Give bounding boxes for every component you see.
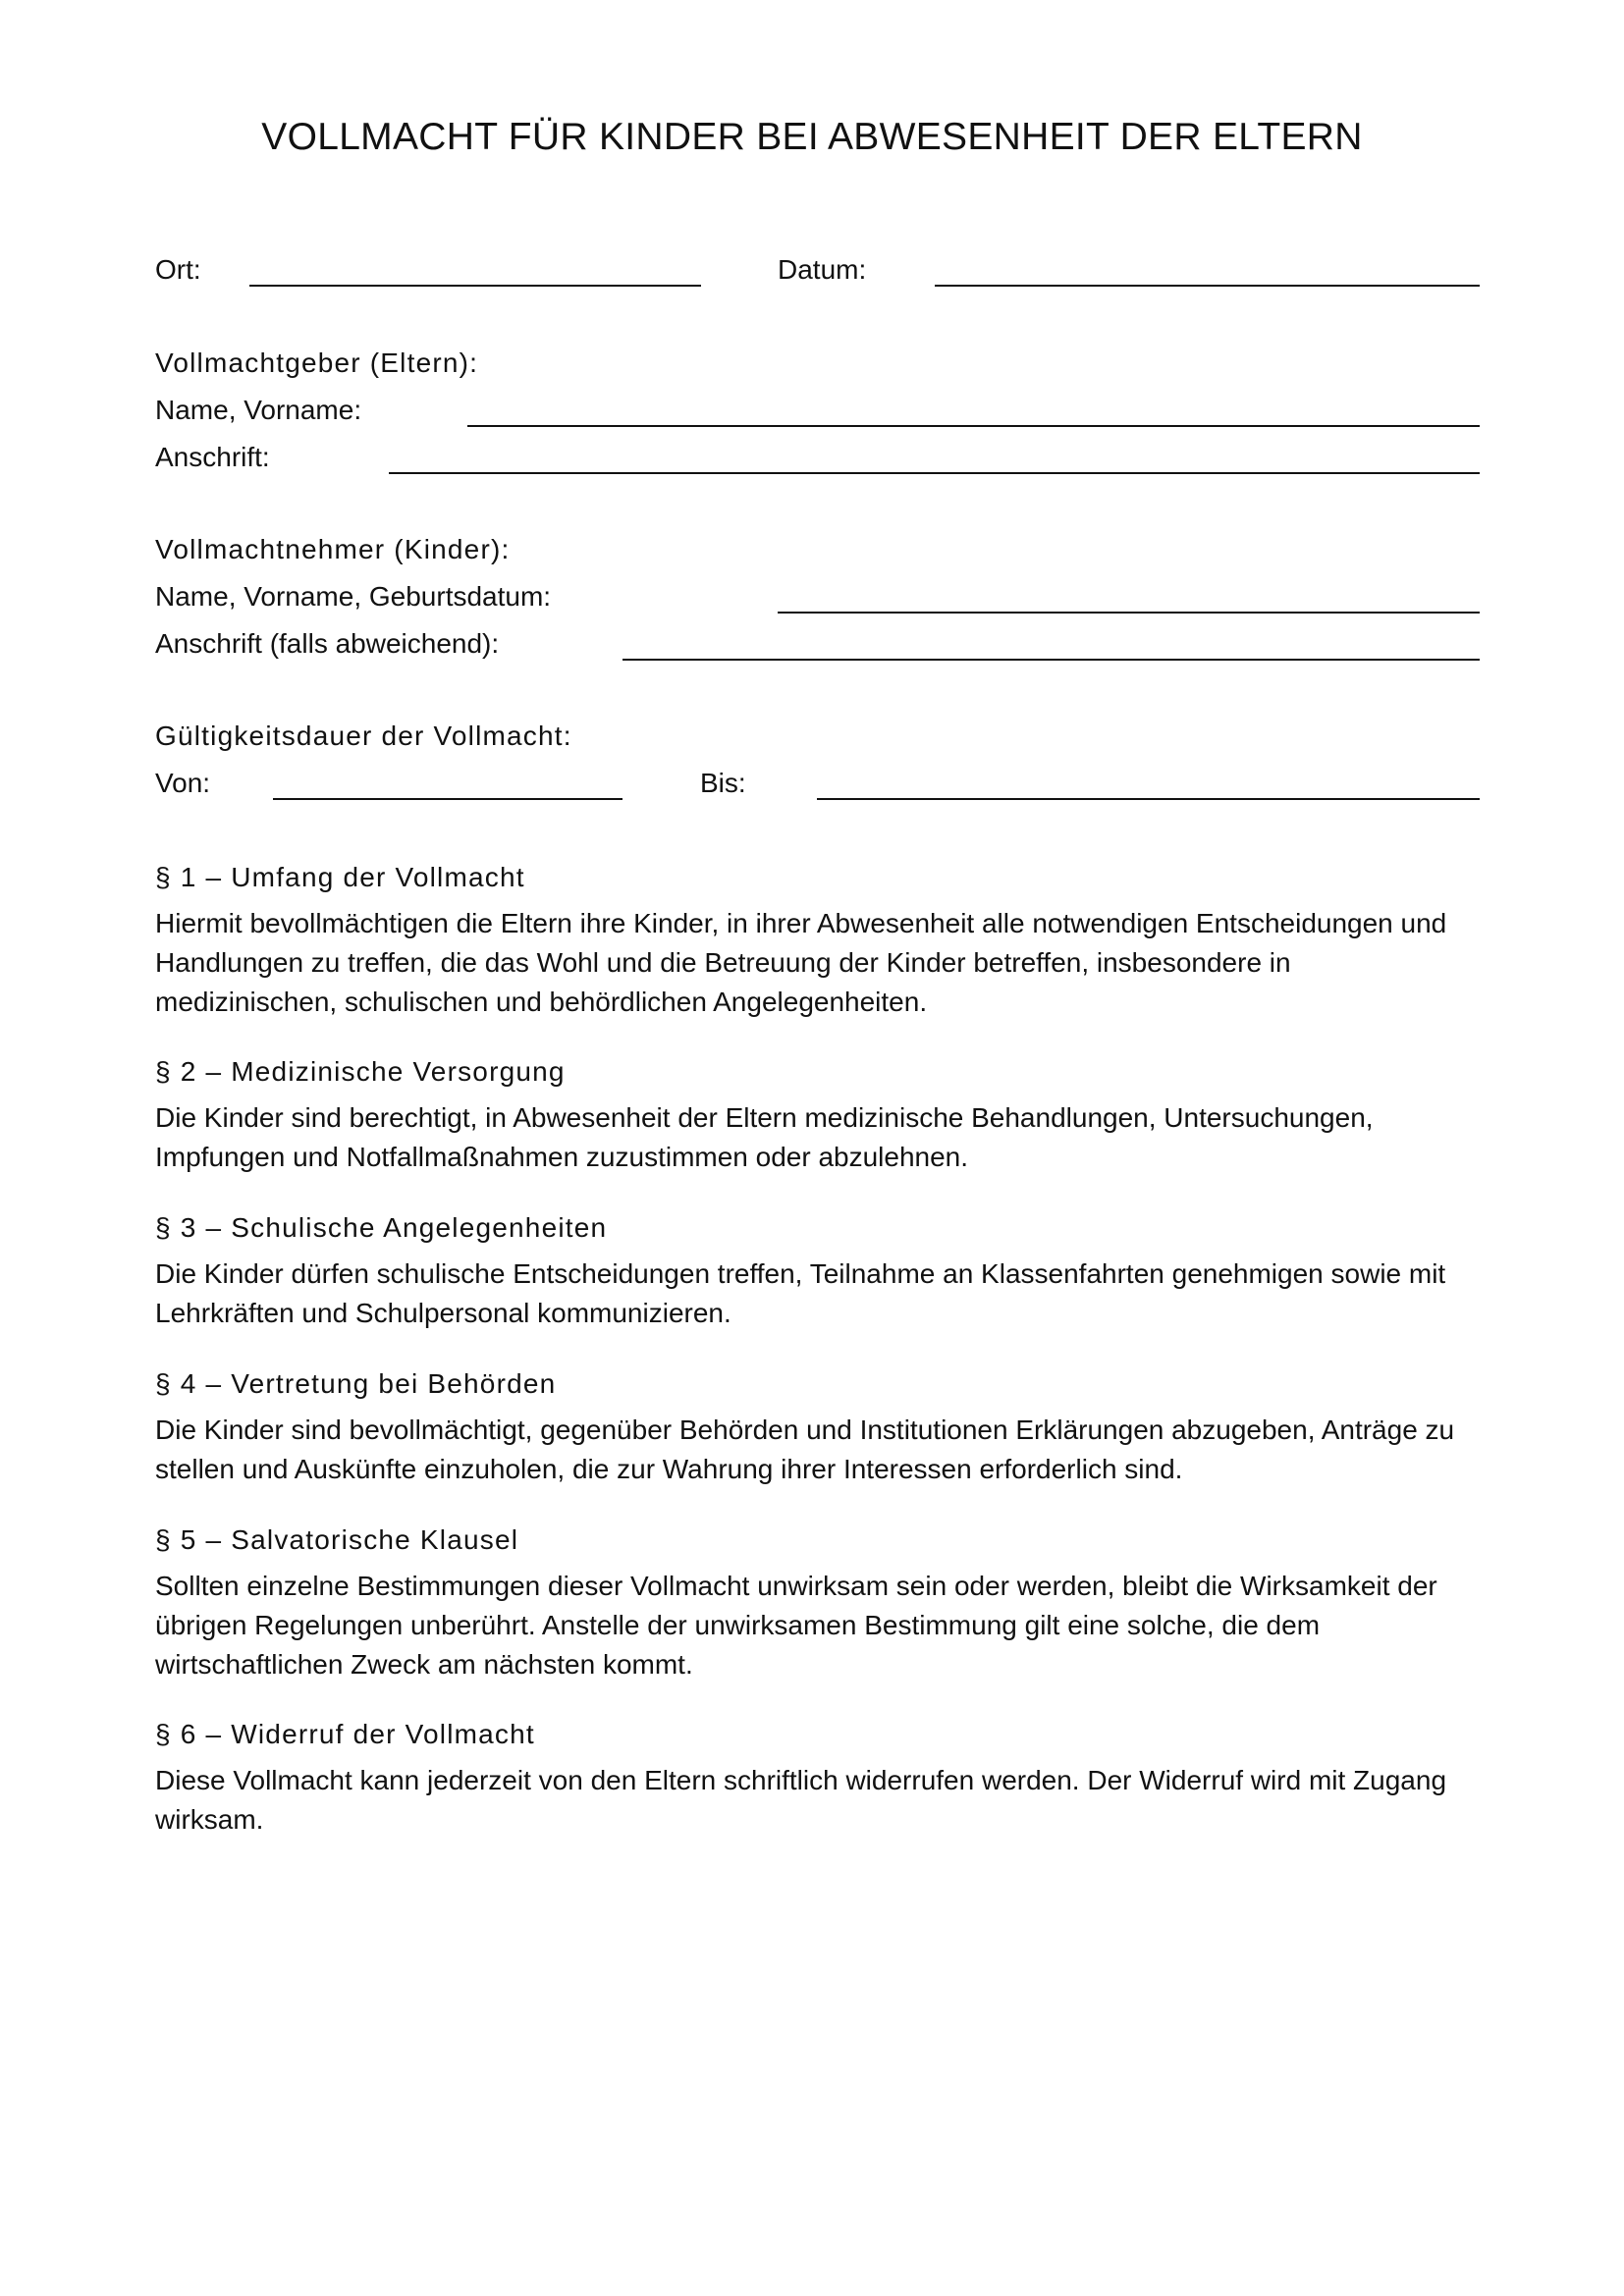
- von-field[interactable]: [273, 798, 623, 800]
- section-title: § 4 – Vertretung bei Behörden: [155, 1368, 557, 1399]
- vollmachtgeber-heading: Vollmachtgeber (Eltern):: [155, 347, 479, 378]
- bis-label: Bis:: [700, 768, 746, 798]
- section-line: wirtschaftlichen Zweck am nächsten kommt.: [155, 1649, 693, 1680]
- vollmachtnehmer-name-field[interactable]: [778, 612, 1480, 614]
- section-body: [155, 1761, 1490, 1840]
- section-body: [155, 1411, 1490, 1489]
- section-line: Die Kinder sind bevollmächtigt, gegenüber Behörden und Institutionen Erklärungen abzugeben, Anträge zu: [155, 1415, 1455, 1445]
- von-label: Von:: [155, 768, 211, 798]
- section-body: [155, 1567, 1490, 1684]
- section-line: Hiermit bevollmächtigen die Eltern ihre Kinder, in ihrer Abwesenheit alle notwendigen Entscheidungen und: [155, 908, 1447, 938]
- ort-field[interactable]: [249, 285, 701, 287]
- section-line: stellen und Auskünfte einzuholen, die zur Wahrung ihrer Interessen erforderlich sind.: [155, 1454, 1183, 1484]
- section-title: § 2 – Medizinische Versorgung: [155, 1056, 566, 1087]
- vollmachtgeber-name-label: Name, Vorname:: [155, 395, 362, 425]
- section-title: § 1 – Umfang der Vollmacht: [155, 862, 525, 892]
- section-line: Die Kinder sind berechtigt, in Abwesenheit der Eltern medizinische Behandlungen, Untersuchungen,: [155, 1102, 1374, 1133]
- section-title: § 5 – Salvatorische Klausel: [155, 1524, 519, 1555]
- vollmachtnehmer-name-label: Name, Vorname, Geburtsdatum:: [155, 581, 552, 612]
- ort-label: Ort:: [155, 254, 201, 285]
- section-line: Lehrkräften und Schulpersonal kommunizieren.: [155, 1298, 731, 1328]
- datum-label: Datum:: [778, 254, 867, 285]
- section-line: wirksam.: [155, 1804, 264, 1835]
- vollmachtgeber-name-field[interactable]: [467, 425, 1480, 427]
- section-line: Die Kinder dürfen schulische Entscheidungen treffen, Teilnahme an Klassenfahrten genehmigen sowie mit: [155, 1258, 1446, 1289]
- section-body: [155, 904, 1490, 1022]
- vollmachtnehmer-anschrift-field[interactable]: [623, 659, 1480, 661]
- datum-field[interactable]: [935, 285, 1480, 287]
- section-title: § 6 – Widerruf der Vollmacht: [155, 1719, 535, 1749]
- vollmachtnehmer-heading: Vollmachtnehmer (Kinder):: [155, 534, 511, 564]
- section-line: Diese Vollmacht kann jederzeit von den Eltern schriftlich widerrufen werden. Der Widerruf wird mit Zugang: [155, 1765, 1447, 1795]
- bis-field[interactable]: [817, 798, 1480, 800]
- section-body: [155, 1255, 1490, 1333]
- document-title: VOLLMACHT FÜR KINDER BEI ABWESENHEIT DER ELTERN: [261, 116, 1363, 158]
- section-line: übrigen Regelungen unberührt. Anstelle der unwirksamen Bestimmung gilt eine solche, die dem: [155, 1610, 1321, 1640]
- vollmachtgeber-anschrift-label: Anschrift:: [155, 442, 270, 472]
- vollmachtnehmer-anschrift-label: Anschrift (falls abweichend):: [155, 628, 500, 659]
- vollmachtgeber-anschrift-field[interactable]: [389, 472, 1480, 474]
- section-line: Impfungen und Notfallmaßnahmen zuzustimmen oder abzulehnen.: [155, 1142, 969, 1172]
- section-line: medizinischen, schulischen und behördlichen Angelegenheiten.: [155, 987, 928, 1017]
- section-title: § 3 – Schulische Angelegenheiten: [155, 1212, 608, 1243]
- section-line: Sollten einzelne Bestimmungen dieser Vollmacht unwirksam sein oder werden, bleibt die Wirksamkeit der: [155, 1571, 1437, 1601]
- section-line: Handlungen zu treffen, die das Wohl und die Betreuung der Kinder betreffen, insbesondere in: [155, 947, 1291, 978]
- section-body: [155, 1098, 1490, 1177]
- gueltigkeit-heading: Gültigkeitsdauer der Vollmacht:: [155, 721, 572, 751]
